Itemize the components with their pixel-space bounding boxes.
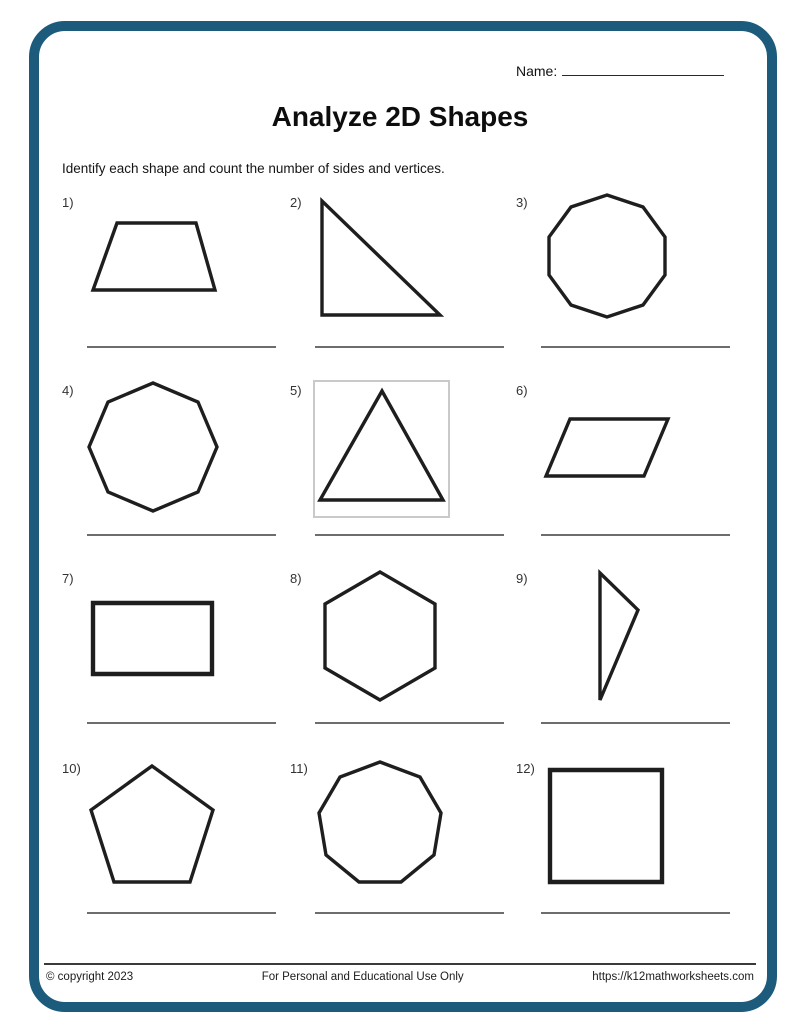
question-cell-9 [516,566,742,738]
footer-divider [44,963,756,965]
pentagon-shape [62,756,288,908]
answer-line[interactable] [87,722,276,724]
octagon-shape [62,378,288,530]
answer-line[interactable] [315,534,504,536]
question-cell-7 [62,566,288,738]
question-cell-1 [62,190,288,362]
trapezoid-polygon [93,223,215,290]
square-polygon [550,770,662,882]
right-triangle-shape [290,190,516,342]
answer-line[interactable] [541,534,730,536]
pentagon-polygon [91,766,213,882]
question-number: 5) [290,383,302,398]
rectangle-polygon [93,603,212,674]
nonagon-polygon [319,762,441,882]
name-row [516,62,724,79]
answer-line[interactable] [541,912,730,914]
footer [46,971,754,983]
question-number: 8) [290,571,302,586]
footer-url-link[interactable]: https://k12mathworksheets.com [592,971,754,983]
question-cell-8 [290,566,516,738]
nonagon-shape [290,756,516,908]
scalene-triangle-polygon [600,573,638,700]
question-number: 7) [62,571,74,586]
question-number: 1) [62,195,74,210]
triangle-polygon [320,391,443,500]
question-number: 2) [290,195,302,210]
question-cell-11 [290,756,516,928]
hexagon-polygon [325,572,435,700]
question-cell-2 [290,190,516,362]
footer-copyright: © copyright 2023 [46,971,134,983]
question-number: 4) [62,383,74,398]
instruction-text: Identify each shape and count the number of sides and vertices. [62,161,445,176]
question-cell-5 [290,378,516,550]
question-number: 10) [62,761,81,776]
question-cell-12 [516,756,742,928]
name-blank-line[interactable] [562,62,724,76]
footer-usage-note: For Personal and Educational Use Only [261,971,464,983]
answer-line[interactable] [315,722,504,724]
answer-line[interactable] [541,346,730,348]
octagon-polygon [89,383,217,511]
answer-line[interactable] [315,346,504,348]
question-cell-4 [62,378,288,550]
question-cell-6 [516,378,742,550]
trapezoid-shape [62,190,288,342]
scalene-triangle-shape [516,566,742,718]
answer-line[interactable] [87,912,276,914]
rectangle-shape [62,566,288,718]
question-cell-10 [62,756,288,928]
square-shape [516,756,742,908]
name-label: Name: [516,63,558,79]
parallelogram-shape [516,378,742,530]
page-title: Analyze 2D Shapes [271,101,529,132]
question-cell-3 [516,190,742,362]
answer-line[interactable] [315,912,504,914]
decagon-shape [516,190,742,342]
decagon-polygon [549,195,665,317]
hexagon-shape [290,566,516,718]
question-number: 12) [516,761,535,776]
triangle-shape [290,378,516,530]
question-number: 9) [516,571,528,586]
question-number: 3) [516,195,528,210]
right-triangle-polygon [322,201,440,315]
answer-line[interactable] [87,534,276,536]
answer-line[interactable] [87,346,276,348]
question-number: 11) [290,761,308,776]
parallelogram-polygon [546,419,668,476]
answer-line[interactable] [541,722,730,724]
question-number: 6) [516,383,528,398]
